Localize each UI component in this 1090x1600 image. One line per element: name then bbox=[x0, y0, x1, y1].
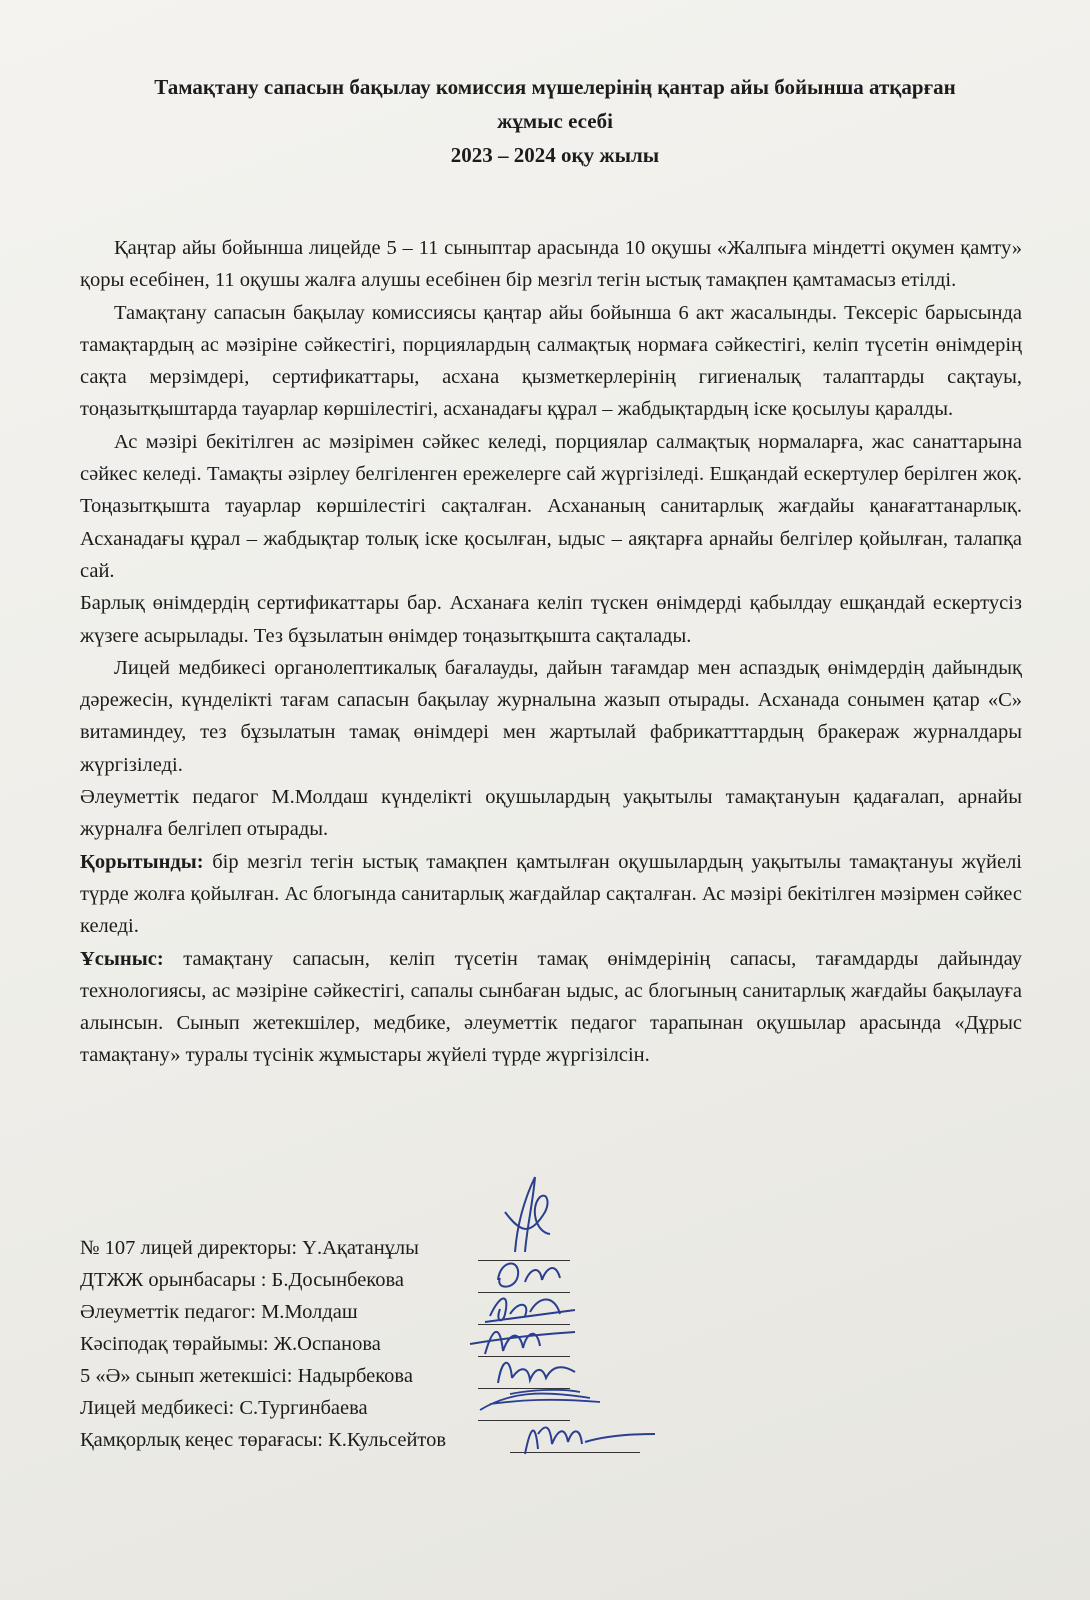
paragraph-nurse: Лицей медбикесі органолептикалық бағалауды, дайын тағамдар мен аспаздық өнімдердің дайындық дәрежесін, күнделікті тағам сапасын бақылау журналына жазып отырады. Асханада сонымен қатар «С» витаминдеу, тез бұзылатын тамақ өнімдері мен жартылай фабрикатттардың бракераж журналдары жүргізіледі. bbox=[80, 656, 1022, 776]
signatory-nurse: Лицей медбикесі: С.Тургинбаева bbox=[80, 1397, 368, 1419]
paragraph-commission-acts: Тамақтану сапасын бақылау комиссиясы қаңтар айы бойынша 6 акт жасалынды. Тексеріс барысында тамақтардың ас мәзіріне сәйкестігі, порциялардың салмақтық нормаға сәйкестігі, келіп түсетін өнімдерің сақта мерзімдері, сертификаттары, асхана қызметкерлерінің гигиеналық талаптарды сақтауы, тоңазытқыштарда тауарлар көршілестігі, асханадағы құрал – жабдықтардың іске қосылуы қаралды. bbox=[80, 301, 1022, 421]
signatory-trustee-chair: Қамқорлық кеңес төрағасы: К.Кульсейтов bbox=[80, 1429, 447, 1451]
document-title bbox=[70, 70, 1040, 172]
title-line-2: жұмыс есебі bbox=[497, 109, 613, 133]
signature-row-union-chair bbox=[80, 1328, 780, 1360]
conclusion-label: Қорытынды: bbox=[80, 850, 204, 873]
signature-row-deputy bbox=[80, 1264, 780, 1296]
paragraph-certificates: Барлық өнімдердің сертификаттары бар. Асханаға келіп түскен өнімдерді қабылдау ешқандай ескертусіз жүзеге асырылады. Тез бұзылатын өнімдер тоңазытқышта сақталады. bbox=[80, 592, 1022, 647]
signatory-class-teacher: 5 «Ә» сынып жетекшісі: Надырбекова bbox=[80, 1365, 413, 1387]
paragraph-menu-compliance: Ас мәзірі бекітілген ас мәзірімен сәйкес келеді, порциялар салмақтық нормаларға, жас санаттарына сәйкес келеді. Тамақты әзірлеу белгіленген ережелерге сай жүргізіледі. Ешқандай ескертулер берілген жоқ. Тоңазытқышта тауарлар көршілестігі сақталған. Асхананың санитарлық жағдайы қанағаттанарлық. Асханадағы құрал – жабдықтар толық іске қосылған, ыдыс – аяқтарға арнайы белгілер қойылған, талапқа сай. bbox=[80, 430, 1022, 582]
proposal-text: тамақтану сапасын, келіп түсетін тамақ өнімдерінің сапасы, тағамдарды дайындау технологиясы, ас мәзіріне сәйкестігі, сапалы сынбаған ыдыс, ас блогының санитарлық жағдайы бақылауға алынсын. Сынып жетекшілер, медбике, әлеуметтік педагог тарапынан оқушылар арасында «Дұрыс тамақтану» туралы түсінік жұмыстары жүйелі түрде жүргізілсін. bbox=[80, 947, 1022, 1067]
signatory-social-pedagogue: Әлеуметтік педагог: М.Молдаш bbox=[80, 1301, 358, 1323]
signature-row-social-pedagogue bbox=[80, 1296, 780, 1328]
paragraph-conclusion bbox=[80, 846, 1022, 943]
signature-row-nurse bbox=[80, 1392, 780, 1424]
signature-row-trustee-chair bbox=[80, 1424, 780, 1456]
proposal-label: Ұсыныс: bbox=[80, 947, 164, 970]
signatory-director: № 107 лицей директоры: Ү.Ақатанұлы bbox=[80, 1237, 419, 1259]
conclusion-text: бір мезгіл тегін ыстық тамақпен қамтылған оқушылардың уақытылы тамақтануы жүйелі түрде жолға қойылған. Ас блогында санитарлық жағдайлар сақталған. Ас мәзірі бекітілген мәзірмен сәйкес келеді. bbox=[80, 850, 1022, 938]
title-line-1: Тамақтану сапасын бақылау комиссия мүшелерінің қантар айы бойынша атқарған bbox=[154, 75, 956, 99]
title-line-3: 2023 – 2024 оқу жылы bbox=[450, 143, 660, 167]
paragraph-proposal bbox=[80, 943, 1022, 1072]
handwritten-signature-trustee-chair bbox=[510, 1404, 660, 1464]
paragraph-social-pedagogue: Әлеуметтік педагог М.Молдаш күнделікті оқушылардың уақытылы тамақтануын қадағалап, арнайы журналға белгілеп отырады. bbox=[80, 786, 1022, 841]
signature-row-director bbox=[80, 1232, 780, 1264]
paragraph-meals-coverage: Қаңтар айы бойынша лицейде 5 – 11 сыныптар арасында 10 оқушы «Жалпыға міндетті оқумен қамту» қоры есебінен, 11 оқушы жалға алушы есебінен бір мезгіл тегін ыстық тамақпен қамтамасыз етілді. bbox=[80, 237, 1022, 292]
signatory-union-chair: Кәсіподақ төрайымы: Ж.Оспанова bbox=[80, 1333, 381, 1355]
signatory-deputy: ДТЖЖ орынбасары : Б.Досынбекова bbox=[80, 1269, 404, 1291]
signature-block bbox=[80, 1232, 780, 1456]
report-body bbox=[80, 232, 1022, 1072]
signature-row-class-teacher bbox=[80, 1360, 780, 1392]
